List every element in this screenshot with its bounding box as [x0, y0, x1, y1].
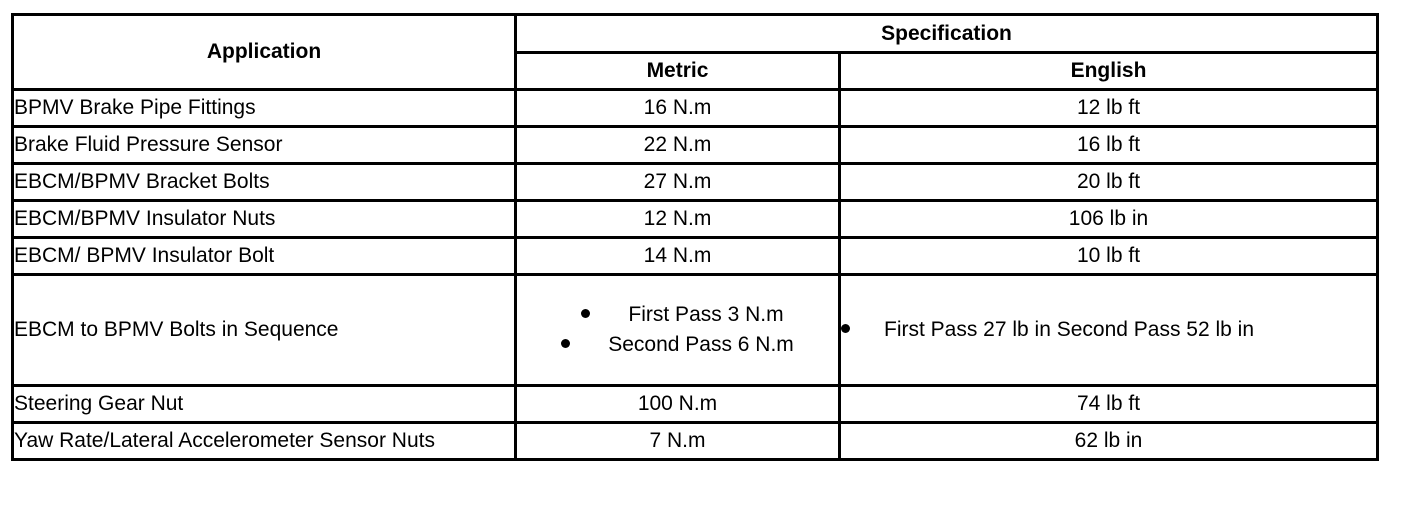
- metric-cell: 22 N.m: [516, 127, 840, 164]
- application-cell: Brake Fluid Pressure Sensor: [13, 127, 516, 164]
- header-specification: Specification: [516, 15, 1378, 53]
- english-cell: 106 lb in: [840, 201, 1378, 238]
- table-row: [13, 386, 1378, 423]
- bullet-icon: [561, 339, 570, 348]
- table-row: [13, 238, 1378, 275]
- application-cell: Yaw Rate/Lateral Accelerometer Sensor Nuts: [13, 423, 516, 460]
- bullet-text: First Pass 3 N.m: [628, 303, 784, 326]
- header-metric: Metric: [516, 53, 840, 90]
- table-row: [13, 164, 1378, 201]
- table-row: [13, 201, 1378, 238]
- english-cell: 16 lb ft: [840, 127, 1378, 164]
- table-row: [13, 90, 1378, 127]
- metric-cell: 100 N.m: [516, 386, 840, 423]
- metric-cell: 7 N.m: [516, 423, 840, 460]
- application-cell: EBCM/BPMV Bracket Bolts: [13, 164, 516, 201]
- english-cell: 10 lb ft: [840, 238, 1378, 275]
- list-item: [517, 300, 838, 330]
- english-cell: 20 lb ft: [840, 164, 1378, 201]
- metric-cell: [516, 275, 840, 386]
- table-row: [13, 127, 1378, 164]
- metric-cell: 14 N.m: [516, 238, 840, 275]
- application-cell: BPMV Brake Pipe Fittings: [13, 90, 516, 127]
- bullet-text: First Pass 27 lb in Second Pass 52 lb in: [884, 318, 1255, 341]
- metric-cell: 16 N.m: [516, 90, 840, 127]
- application-cell: EBCM/BPMV Insulator Nuts: [13, 201, 516, 238]
- english-cell: 74 lb ft: [840, 386, 1378, 423]
- header-application: Application: [13, 15, 516, 90]
- application-cell: EBCM/ BPMV Insulator Bolt: [13, 238, 516, 275]
- list-item: [841, 315, 1376, 345]
- metric-cell: 12 N.m: [516, 201, 840, 238]
- application-cell: EBCM to BPMV Bolts in Sequence: [13, 275, 516, 386]
- english-cell: 62 lb in: [840, 423, 1378, 460]
- table-row: [13, 423, 1378, 460]
- bullet-icon: [841, 324, 850, 333]
- torque-specification-table: [11, 13, 1379, 461]
- english-bullet-list: [841, 315, 1376, 345]
- english-cell: 12 lb ft: [840, 90, 1378, 127]
- metric-cell: 27 N.m: [516, 164, 840, 201]
- table-row: [13, 275, 1378, 386]
- list-item: [517, 330, 838, 360]
- english-cell: [840, 275, 1378, 386]
- bullet-text: Second Pass 6 N.m: [608, 333, 794, 356]
- bullet-icon: [581, 309, 590, 318]
- metric-bullet-list: [517, 300, 838, 360]
- header-english: English: [840, 53, 1378, 90]
- application-cell: Steering Gear Nut: [13, 386, 516, 423]
